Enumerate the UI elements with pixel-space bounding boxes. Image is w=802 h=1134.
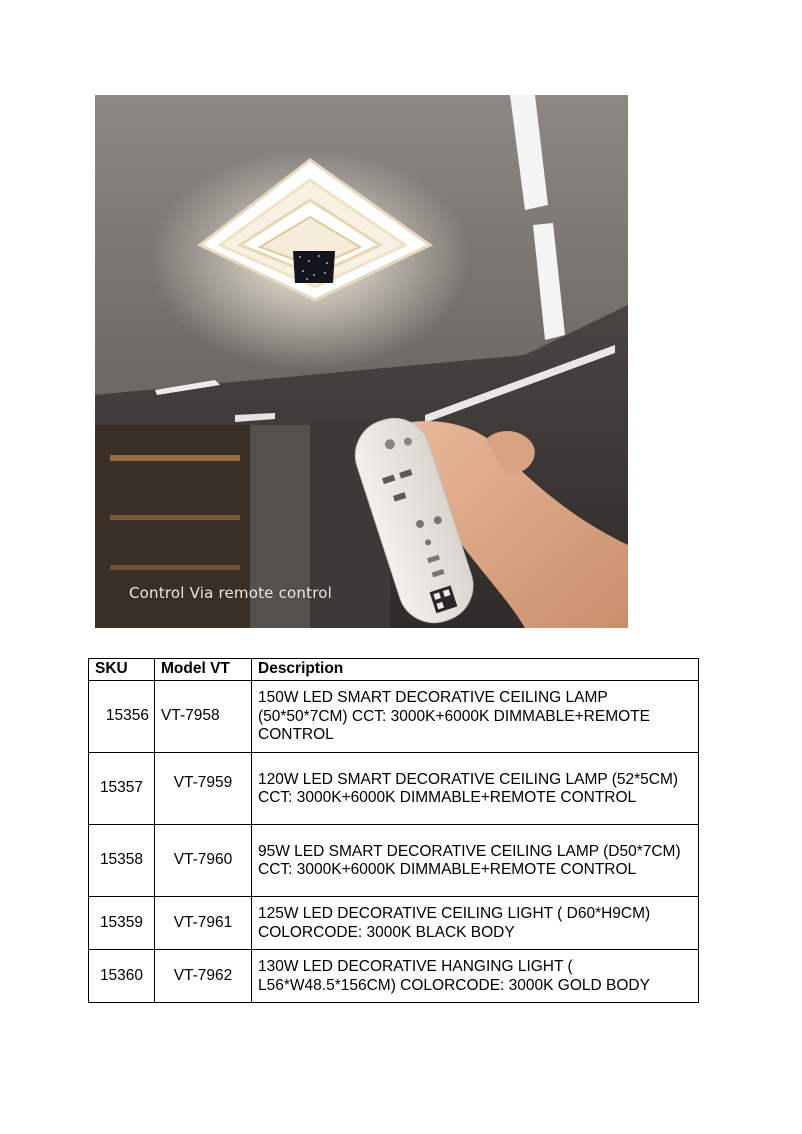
cell-description: 130W LED DECORATIVE HANGING LIGHT ( L56*W48.5*156CM) COLORCODE: 3000K GOLD BODY <box>252 950 699 1003</box>
cell-model: VT-7958 <box>155 681 252 753</box>
header-sku: SKU <box>89 659 155 681</box>
cell-description: 95W LED SMART DECORATIVE CEILING LAMP (D50*7CM) CCT: 3000K+6000K DIMMABLE+REMOTE CONTROL <box>252 825 699 897</box>
header-description: Description <box>252 659 699 681</box>
cell-description: 125W LED DECORATIVE CEILING LIGHT ( D60*H9CM) COLORCODE: 3000K BLACK BODY <box>252 897 699 950</box>
photo-caption: Control Via remote control <box>129 584 332 602</box>
product-photo <box>95 95 628 628</box>
header-model: Model VT <box>155 659 252 681</box>
cell-model-text: VT-7959 <box>173 774 233 792</box>
cell-sku: 15358 <box>89 825 155 897</box>
ceiling-lamp-scene-image <box>95 95 628 628</box>
table-header-row <box>89 659 699 681</box>
cell-sku: 15360 <box>89 950 155 1003</box>
cell-model <box>155 753 252 825</box>
table-row <box>89 825 699 897</box>
cell-model: VT-7960 <box>155 825 252 897</box>
cell-description: 120W LED SMART DECORATIVE CEILING LAMP (52*5CM) CCT: 3000K+6000K DIMMABLE+REMOTE CONTROL <box>252 753 699 825</box>
cell-description: 150W LED SMART DECORATIVE CEILING LAMP (50*50*7CM) CCT: 3000K+6000K DIMMABLE+REMOTE CONTROL <box>252 681 699 753</box>
cell-model: VT-7961 <box>155 897 252 950</box>
product-spec-table <box>88 658 699 1003</box>
cell-sku: 15359 <box>89 897 155 950</box>
cell-model: VT-7962 <box>155 950 252 1003</box>
cell-sku: 15357 <box>89 753 155 825</box>
table-row <box>89 950 699 1003</box>
table-row <box>89 753 699 825</box>
table-row <box>89 897 699 950</box>
table-row <box>89 681 699 753</box>
cell-sku: 15356 <box>89 681 155 753</box>
